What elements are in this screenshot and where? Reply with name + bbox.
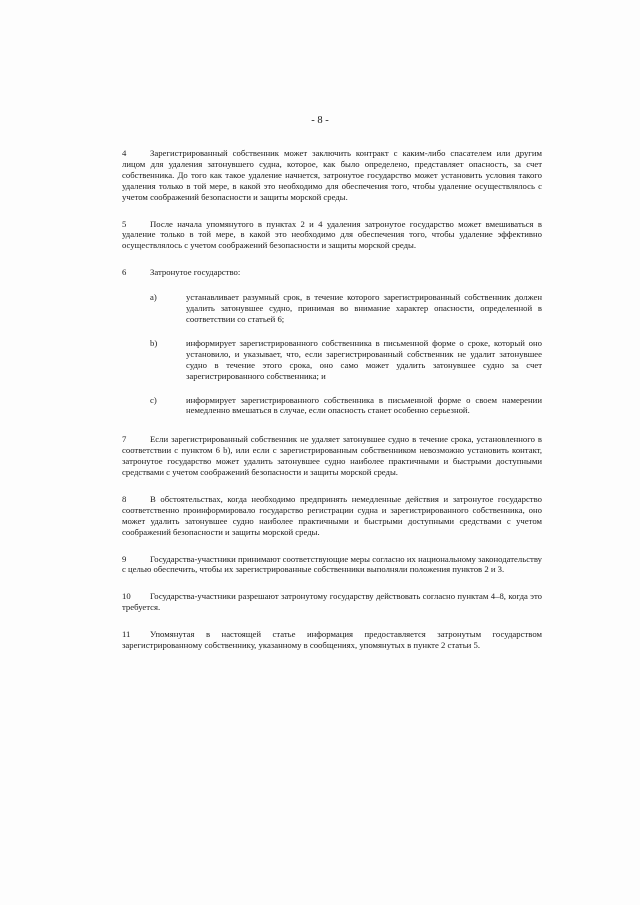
paragraph-7 <box>122 434 542 478</box>
subitem-b <box>122 338 542 382</box>
paragraph-number: 7 <box>122 434 127 445</box>
paragraph-number: 4 <box>122 148 127 158</box>
paragraph-text: Государства-участники принимают соответствующие меры согласно их национальному законодательству с целью обеспечить, чтобы их зарегистрированные собственники выполняли положения пунктов 2 и 3. <box>122 553 542 575</box>
paragraph-text: В обстоятельствах, когда необходимо предпринять немедленные действия и затронутое государство соответственно проинформировало государство регистрации судна и зарегистрированного собственника, оно может удалить затонувшее судно наиболее практичными и быстрыми доступными средствами с учетом соображений безопасности и защиты морской среды. <box>122 493 542 537</box>
paragraph-4 <box>122 148 542 203</box>
paragraph-text: Упомянутая в настоящей статье информация предоставляется затронутым государством зарегистрированному собственнику, указанному в сообщениях, упомянутых в пункте 2 статьи 5. <box>122 629 542 651</box>
paragraph-number: 8 <box>122 493 127 504</box>
subitem-letter: a) <box>150 292 157 303</box>
subitem-a <box>122 292 542 325</box>
paragraph-5 <box>122 219 542 252</box>
paragraph-10 <box>122 591 542 613</box>
subitem-text: устанавливает разумный срок, в течение которого зарегистрированный собственник должен удалить затонувшее судно, принимая во внимание характер опасности, определенной в соответствии со статьей 6; <box>186 292 542 324</box>
paragraph-number: 6 <box>122 267 127 278</box>
subitem-c <box>122 395 542 417</box>
paragraph-text: Затронутое государство: <box>150 267 241 278</box>
subitem-text: информирует зарегистрированного собственника в письменной форме о сроке, который оно установило, и указывает, что, если зарегистрированный собственник не удалит затонувшее судно в течение этого срока, оно само может удалить затонувшее судно за счет зарегистрированного собственника; и <box>186 337 542 381</box>
paragraph-text: После начала упомянутого в пунктах 2 и 4 удаления затронутое государство может вмешиваться в удаление только в той мере, в какой это необходимо для обеспечения того, чтобы удаление эффективно осуществлялось с учетом соображений безопасности и защиты морской среды. <box>122 218 542 251</box>
subitem-text: информирует зарегистрированного собственника в письменной форме о своем намерении немедленно вмешаться в случае, если опасность станет особенно серьезной. <box>186 394 542 416</box>
paragraph-9 <box>122 554 542 576</box>
paragraph-number: 11 <box>122 629 131 640</box>
subitem-letter: b) <box>150 337 158 348</box>
paragraph-number: 9 <box>122 553 127 564</box>
paragraph-text: Зарегистрированный собственник может заключить контракт с каким-либо спасателем или другим лицом для удаления затонувшего судна, которое, как было определено, представляет опасность, за счет собственника. До того как такое удаление начнется, затронутое государство может установить условия такого удаления только в той мере, в какой это необходимо для обеспечения того, чтобы удаление осуществлялось с учетом соображений безопасности и защиты морской среды. <box>122 148 542 202</box>
page-number: - 8 - <box>311 115 329 126</box>
document-body <box>122 148 542 667</box>
paragraph-number: 5 <box>122 218 127 229</box>
subitem-letter: c) <box>150 394 157 405</box>
paragraph-text: Если зарегистрированный собственник не удаляет затонувшее судно в течение срока, установленного в соответствии с пунктом 6 b), или если с зарегистрированным собственником невозможно установить контакт, затронутое государство может удалить затонувшее судно наиболее практичными и быстрыми доступными средствами с учетом соображений безопасности и защиты морской среды. <box>122 434 542 478</box>
paragraph-6 <box>122 267 542 278</box>
paragraph-11 <box>122 629 542 651</box>
paragraph-text: Государства-участники разрешают затронутому государству действовать согласно пунктам 4–8, когда это требуется. <box>122 591 542 613</box>
paragraph-8 <box>122 494 542 538</box>
paragraph-number: 10 <box>122 591 131 602</box>
